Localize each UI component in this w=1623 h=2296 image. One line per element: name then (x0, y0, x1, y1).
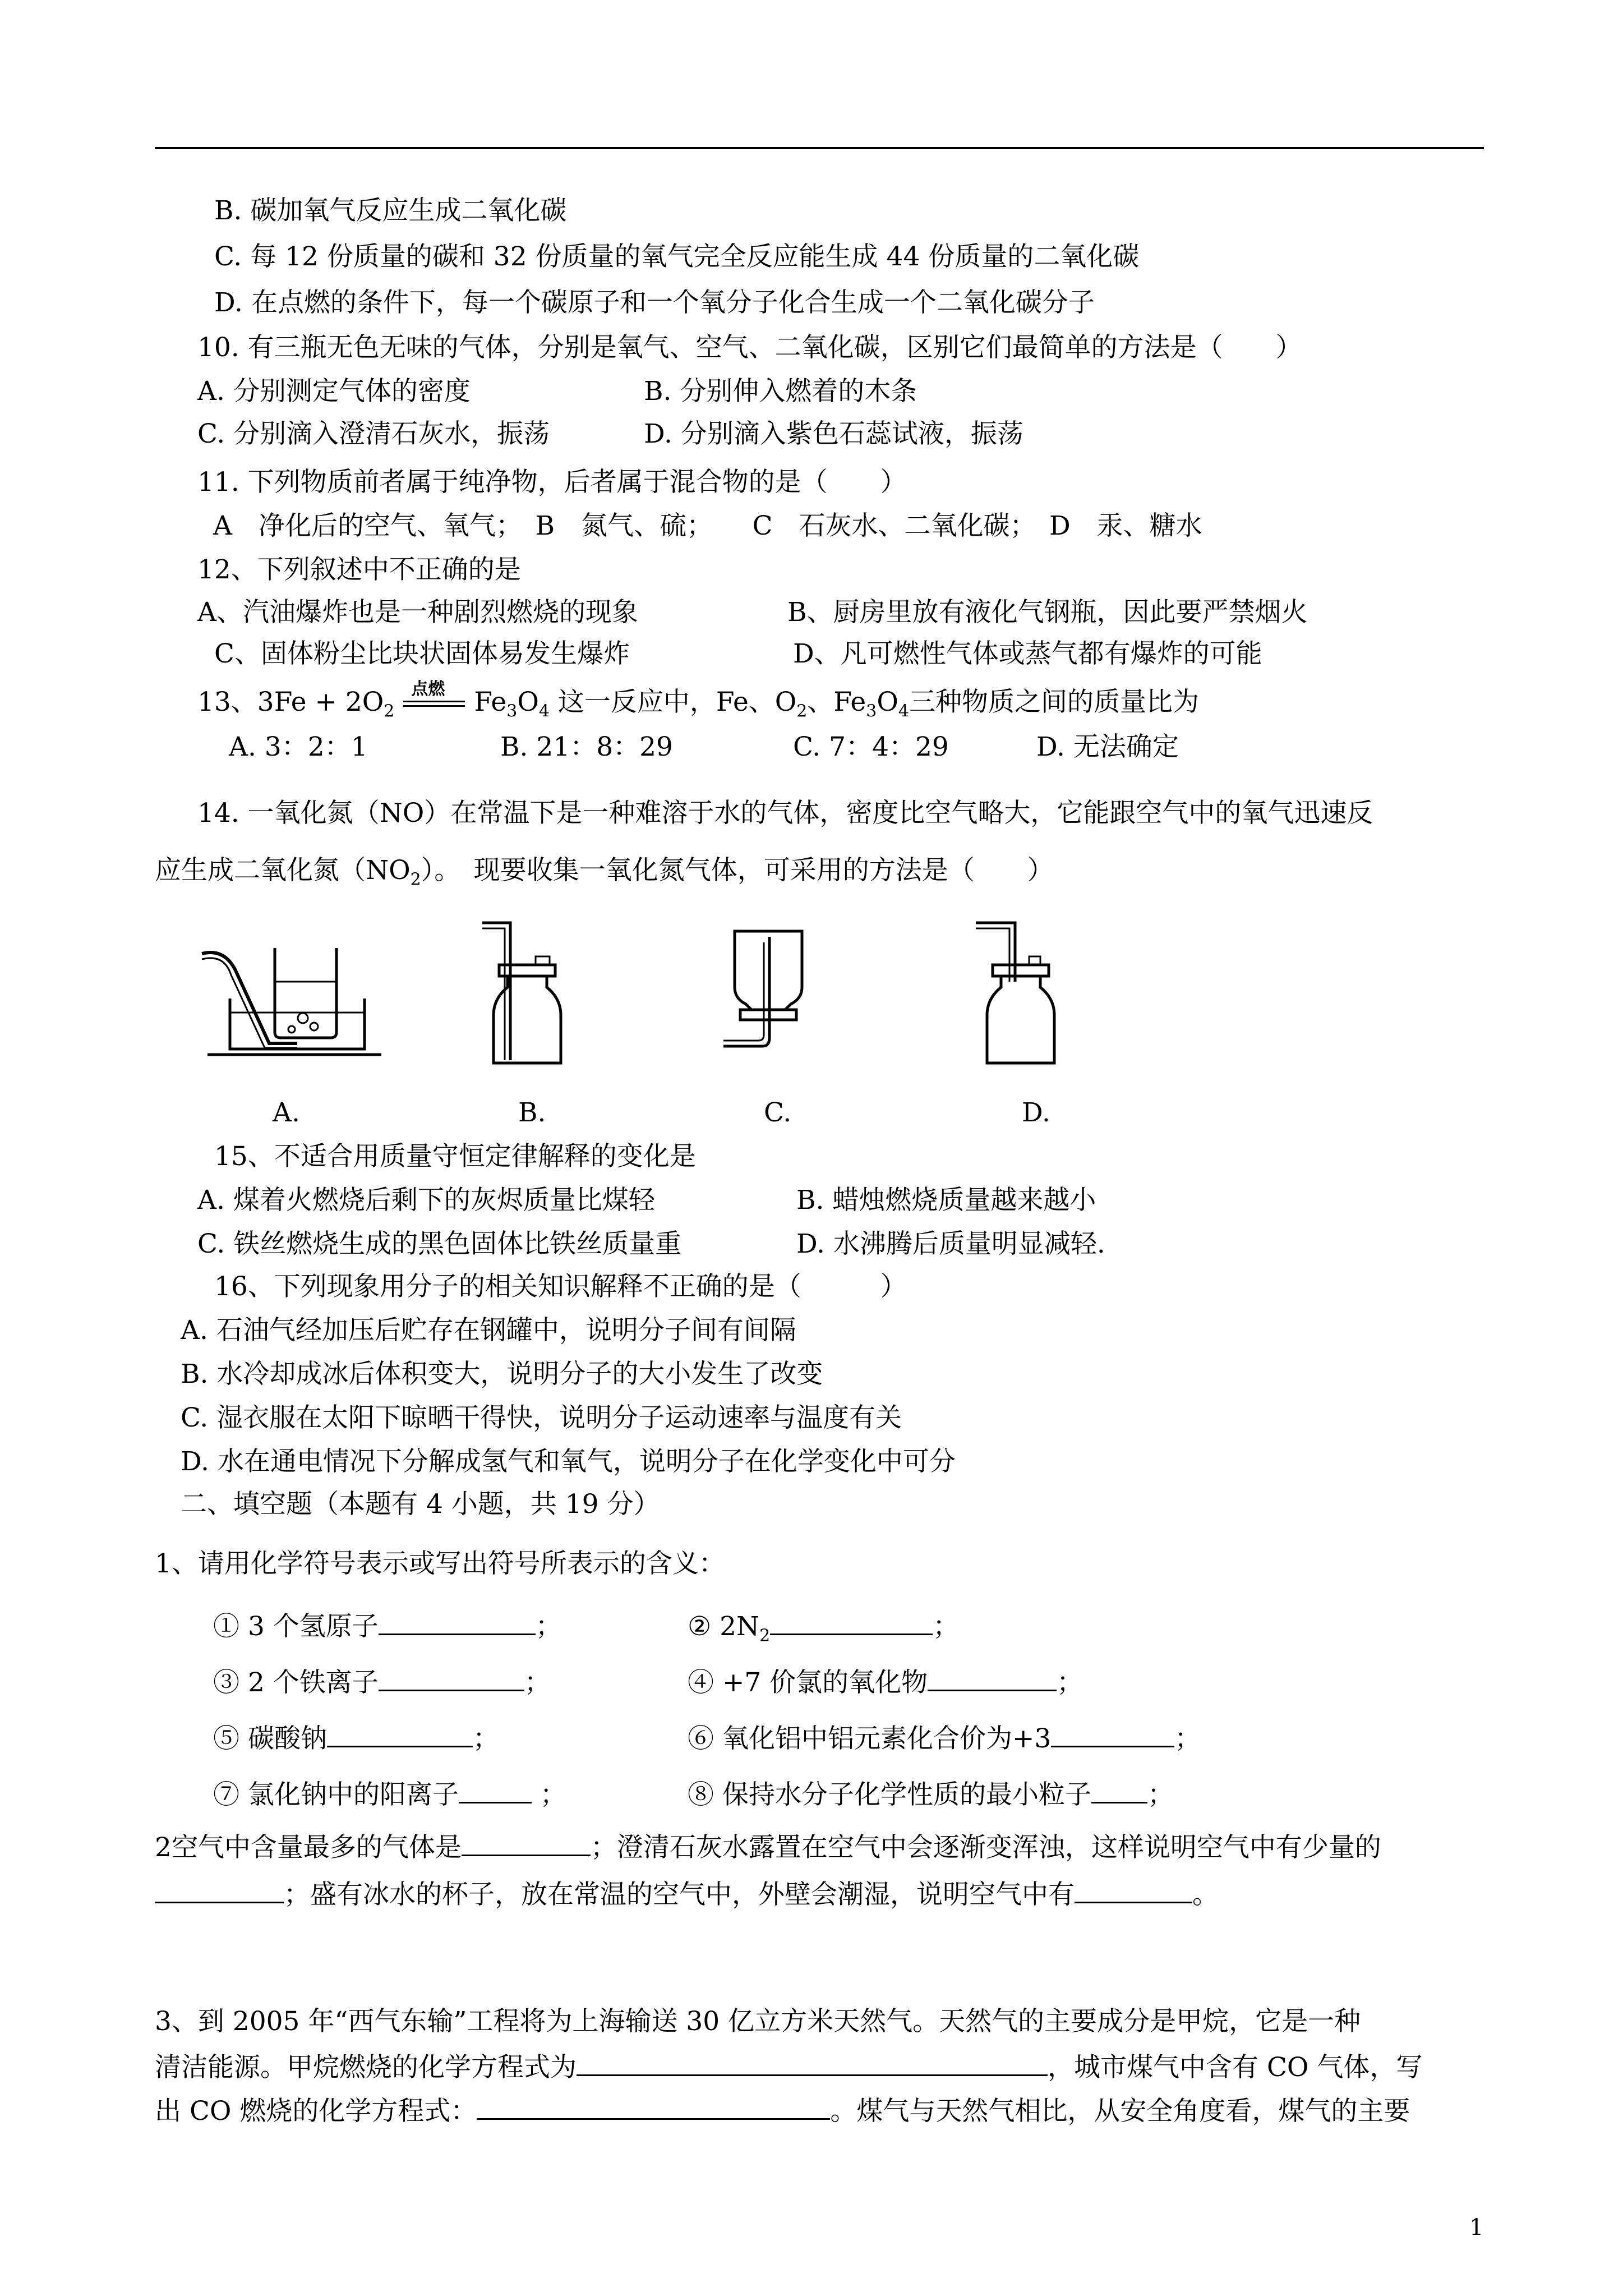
separator: ； (524, 1667, 551, 1698)
answer-blank[interactable] (327, 1721, 473, 1747)
separator: ； (472, 1723, 499, 1754)
q14-text: ）。 现要收集一氧化氮气体，可采用的方法是（ ） (421, 855, 1054, 886)
q12-option-a: A、汽油爆炸也是一种剧烈燃烧的现象 (197, 597, 638, 628)
answer-blank[interactable] (379, 1665, 524, 1691)
question-14-line2 (155, 854, 1054, 896)
option-d-line: D. 在点燃的条件下，每一个碳原子和一个氧分子化合生成一个二氧化碳分子 (214, 287, 1095, 318)
item-text: ；澄清石灰水露置在空气中会逐渐变浑浊，这样说明空气中有少量的 (590, 1832, 1381, 1863)
item-text: ；盛有冰水的杯子，放在常温的空气中，外壁会潮湿，说明空气中有 (284, 1879, 1075, 1910)
reaction-condition-arrow (403, 679, 465, 714)
q13-product: Fe (474, 687, 507, 717)
item-text: ② 2N (688, 1611, 760, 1642)
q15-option-c: C. 铁丝燃烧生成的黑色固体比铁丝质量重 (197, 1228, 682, 1259)
fill-question-2-line1 (155, 1830, 1381, 1865)
item-text: 清洁能源。甲烷燃烧的化学方程式为 (155, 2052, 577, 2083)
figure-label-b: B. (518, 1097, 546, 1128)
section-2-heading: 二、填空题（本题有 4 小题，共 19 分） (181, 1489, 660, 1520)
separator: ； (535, 1611, 562, 1642)
answer-blank[interactable] (462, 1830, 591, 1856)
q13-option-b: B. 21：8：29 (500, 731, 673, 762)
answer-blank[interactable] (577, 2050, 1048, 2076)
fill-question-2-line2 (155, 1877, 1219, 1912)
item-text: ⑤ 碳酸钠 (213, 1723, 327, 1754)
fill-question-1: 1、请用化学符号表示或写出符号所表示的含义： (155, 1548, 725, 1579)
answer-blank[interactable] (770, 1609, 933, 1635)
q13-text: 、Fe (807, 687, 866, 717)
question-12: 12、下列叙述中不正确的是 (197, 554, 521, 585)
q11-options: A 净化后的空气、氧气； B 氮气、硫； C 石灰水、二氧化碳； D 汞、糖水 (213, 510, 1202, 541)
q13-option-c: C. 7：4：29 (793, 731, 949, 762)
gas-bottle-short-tube-figure (970, 914, 1071, 1071)
q13-sub: 2 (796, 701, 808, 721)
item-text: 出 CO 燃烧的化学方程式： (155, 2096, 477, 2127)
question-13: 13、$3Fe + 2O_2$ 点燃 $Fe_3O_4$ 这一反应中，Fe、$O_2$、$Fe_3O_4$三种物质之间的质量比为 (197, 685, 1199, 728)
q13-option-d: D. 无法确定 (1036, 731, 1179, 762)
fill-1-item-5 (213, 1721, 499, 1756)
answer-blank[interactable] (1091, 1777, 1147, 1803)
item-text: ① 3 个氢原子 (213, 1611, 379, 1642)
q12-option-b: B、厨房里放有液化气钢瓶，因此要严禁烟火 (787, 597, 1308, 628)
fill-question-3-line2 (155, 2050, 1422, 2085)
q13-text: 三种物质之间的质量比为 (909, 687, 1199, 717)
q12-option-d: D、凡可燃性气体或蒸气都有爆炸的可能 (793, 638, 1262, 669)
q14-sub: 2 (410, 869, 421, 890)
answer-blank[interactable] (155, 1877, 284, 1903)
separator: ； (1174, 1723, 1201, 1754)
q14-text: 应生成二氧化氮（NO (155, 855, 411, 886)
figure-label-c: C. (764, 1097, 792, 1128)
inverted-bottle-figure (718, 920, 819, 1060)
item-text: ⑧ 保持水分子化学性质的最小粒子 (688, 1779, 1091, 1810)
figure-label-a: A. (273, 1097, 300, 1128)
q13-reactants: 13、3Fe + 2O (197, 687, 384, 717)
separator: ； (540, 1779, 566, 1810)
item-text: ④ +7 价氯的氧化物 (688, 1667, 928, 1698)
reaction-condition: 点燃 (411, 679, 445, 699)
separator: ； (1057, 1667, 1083, 1698)
q15-option-d: D. 水沸腾后质量明显减轻. (796, 1228, 1105, 1259)
answer-blank[interactable] (928, 1665, 1057, 1691)
answer-blank[interactable] (379, 1609, 536, 1635)
item-text: ③ 2 个铁离子 (213, 1667, 379, 1698)
separator: ； (1147, 1779, 1174, 1810)
item-sub: 2 (759, 1626, 771, 1646)
fill-1-item-6 (688, 1721, 1201, 1756)
option-b-line: B. 碳加氧气反应生成二氧化碳 (214, 195, 567, 226)
fill-1-item-8 (688, 1777, 1174, 1812)
q15-option-a: A. 煤着火燃烧后剩下的灰烬质量比煤轻 (197, 1185, 655, 1216)
page-number: 1 (1469, 2215, 1484, 2240)
q10-option-d: D. 分别滴入紫色石蕊试液，振荡 (644, 418, 1023, 449)
fill-1-item-3 (213, 1665, 551, 1700)
answer-blank[interactable] (459, 1777, 532, 1803)
fill-1-item-7 (213, 1777, 566, 1812)
q13-sub: 3 (866, 701, 877, 721)
q16-option-c: C. 湿衣服在太阳下晾晒干得快，说明分子运动速率与温度有关 (181, 1402, 902, 1433)
fill-1-item-4 (688, 1665, 1083, 1700)
q10-option-b: B. 分别伸入燃着的木条 (644, 376, 917, 407)
figure-label-d: D. (1022, 1097, 1050, 1128)
q16-option-b: B. 水冷却成冰后体积变大，说明分子的大小发生了改变 (181, 1359, 823, 1389)
q16-option-d: D. 水在通电情况下分解成氢气和氧气，说明分子在化学变化中可分 (181, 1446, 956, 1477)
q13-text: 这一反应中，Fe、O (557, 687, 797, 717)
water-displacement-apparatus-figure (191, 920, 393, 1066)
q13-sub: 3 (506, 701, 518, 721)
question-16: 16、下列现象用分子的相关知识解释不正确的是（ ） (214, 1271, 907, 1302)
answer-blank[interactable] (1075, 1877, 1192, 1903)
item-text: ⑥ 氧化铝中铝元素化合价为+3 (688, 1723, 1052, 1754)
period: 。 (1192, 1879, 1219, 1910)
question-15: 15、不适合用质量守恒定律解释的变化是 (214, 1141, 696, 1172)
question-10: 10. 有三瓶无色无味的气体，分别是氧气、空气、二氧化碳，区别它们最简单的方法是（ ） (197, 332, 1302, 363)
item-text: ，城市煤气中含有 CO 气体，写 (1048, 2052, 1423, 2083)
q13-option-a: A. 3：2：1 (229, 731, 368, 762)
fill-1-item-1 (213, 1609, 562, 1644)
q12-option-c: C、固体粉尘比块状固体易发生爆炸 (214, 638, 630, 669)
fill-question-3-line1: 3、到 2005 年“西气东输”工程将为上海输送 30 亿立方米天然气。天然气的主要成分是甲烷，它是一种 (155, 2006, 1361, 2037)
q10-option-c: C. 分别滴入澄清石灰水，振荡 (197, 418, 550, 449)
answer-blank[interactable] (477, 2093, 830, 2120)
q13-sub: 2 (384, 701, 395, 721)
q16-option-a: A. 石油气经加压后贮存在钢罐中，说明分子间有间隔 (181, 1315, 796, 1346)
q13-sub: 4 (538, 701, 550, 721)
q10-option-a: A. 分别测定气体的密度 (197, 376, 471, 407)
item-text: ⑦ 氯化钠中的阳离子 (213, 1779, 459, 1810)
q13-sub: 4 (898, 701, 909, 721)
item-text: 。煤气与天然气相比，从安全角度看，煤气的主要 (830, 2096, 1410, 2127)
answer-blank[interactable] (1051, 1721, 1174, 1747)
gas-bottle-long-tube-figure (477, 914, 578, 1071)
option-c-line: C. 每 12 份质量的碳和 32 份质量的氧气完全反应能生成 44 份质量的二氧化碳 (214, 241, 1140, 272)
item-text: 2空气中含量最多的气体是 (155, 1832, 462, 1863)
header-rule (155, 147, 1484, 149)
separator: ； (933, 1611, 960, 1642)
question-11: 11. 下列物质前者属于纯净物，后者属于混合物的是（ ） (197, 467, 907, 498)
fill-question-3-line3 (155, 2093, 1410, 2128)
question-14-line1: 14. 一氧化氮（NO）在常温下是一种难溶于水的气体，密度比空气略大，它能跟空气中的氧气迅速反 (197, 798, 1373, 829)
q15-option-b: B. 蜡烛燃烧质量越来越小 (796, 1185, 1096, 1216)
fill-1-item-2 (688, 1609, 959, 1653)
